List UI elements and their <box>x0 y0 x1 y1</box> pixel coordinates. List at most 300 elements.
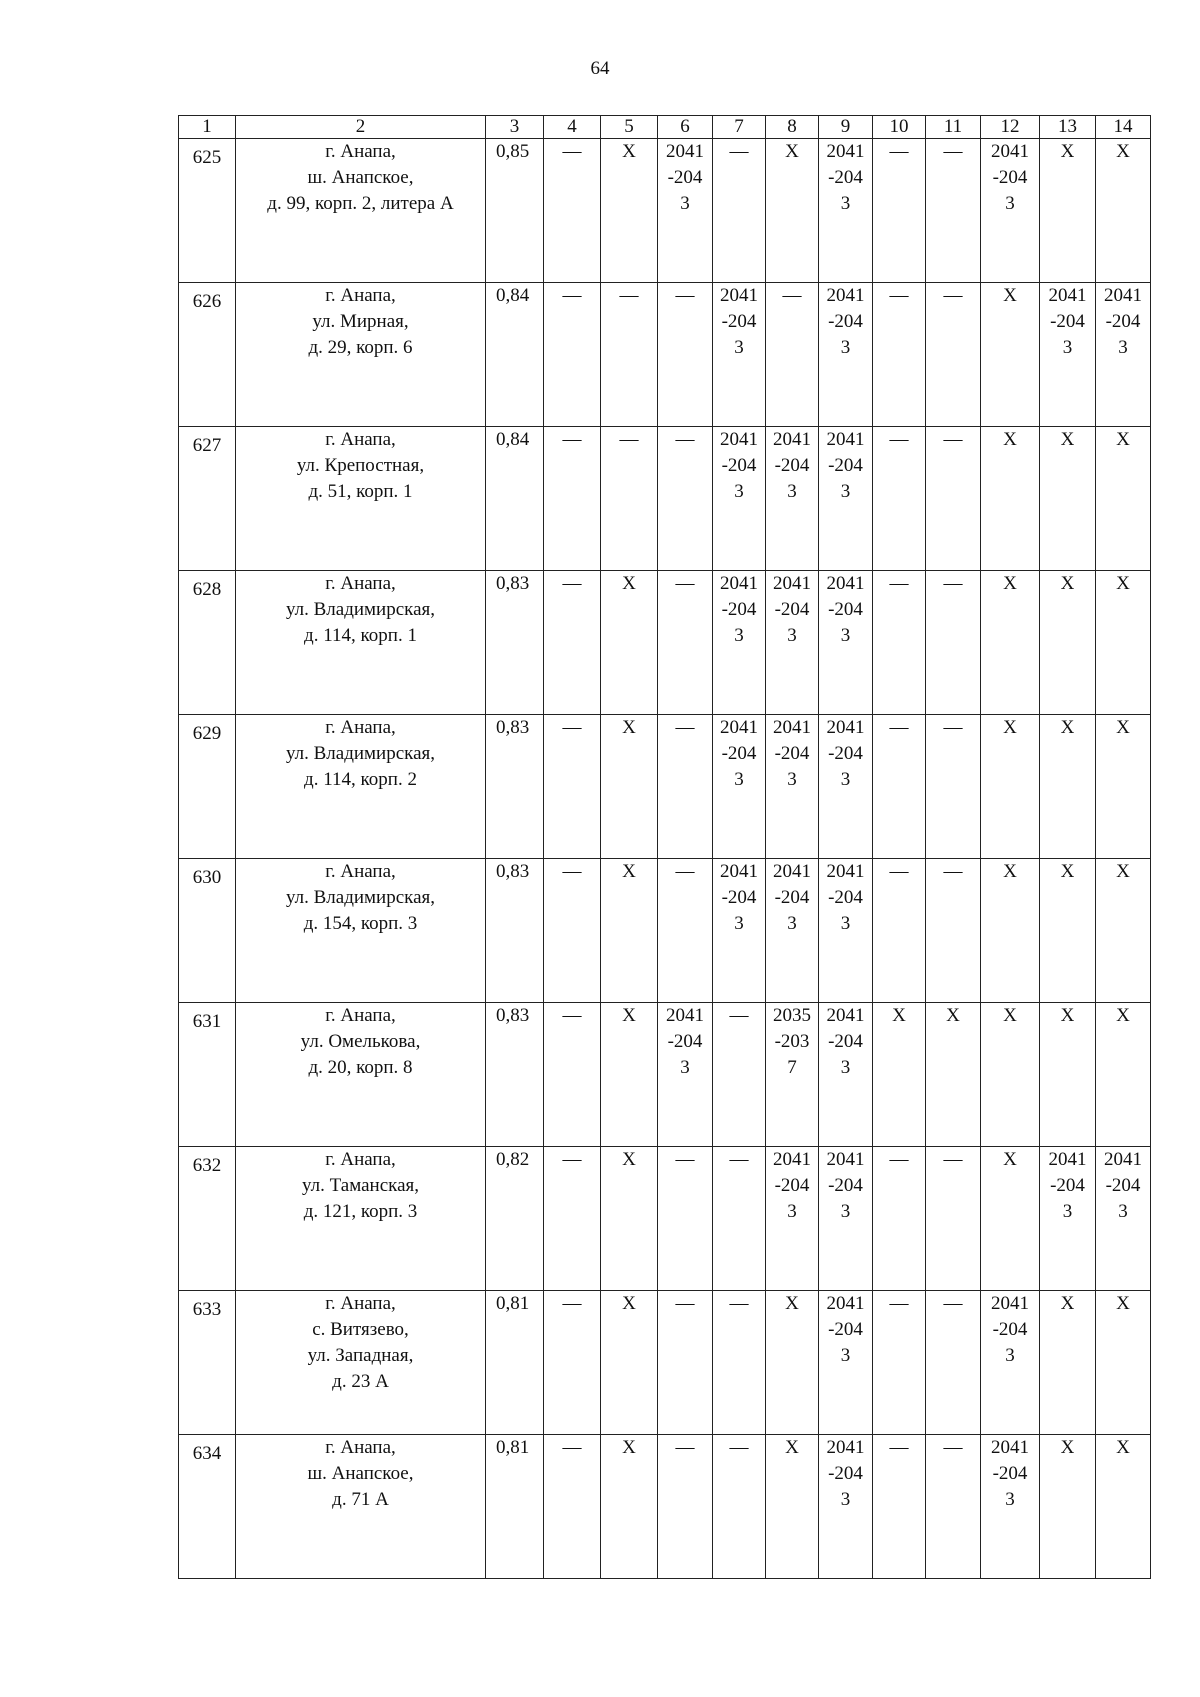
x-mark: Х <box>1003 1149 1017 1170</box>
value-cell-col-14 <box>1096 1147 1151 1291</box>
address-cell <box>236 427 486 571</box>
page-number: 64 <box>590 58 610 79</box>
year-range: 2041-2043 <box>666 141 704 214</box>
row-number-cell <box>179 283 236 427</box>
year-range: 2041-2043 <box>1048 1149 1087 1222</box>
dash-mark: — <box>889 1293 909 1314</box>
value-cell-col-10 <box>873 283 926 427</box>
row-number: 631 <box>192 1011 222 1032</box>
year-range: 2041-2043 <box>773 717 811 790</box>
value-text: 0,83 <box>496 717 530 738</box>
value-cell-col-5 <box>601 1147 658 1291</box>
x-mark: Х <box>1003 717 1017 738</box>
year-range: 2041-2043 <box>826 141 865 214</box>
address-line: г. Анапа, <box>325 429 396 450</box>
dash-mark: — <box>729 1293 749 1314</box>
dash-mark: — <box>889 573 909 594</box>
x-mark: Х <box>622 1293 636 1314</box>
dash-mark: — <box>889 1437 909 1458</box>
value-cell-col-14 <box>1096 1291 1151 1435</box>
row-number: 626 <box>192 291 222 312</box>
dash-mark: — <box>729 1149 749 1170</box>
row-number-cell <box>179 715 236 859</box>
x-mark: Х <box>1116 1005 1130 1026</box>
value-cell-col-5 <box>601 427 658 571</box>
value-cell-col-5 <box>601 1003 658 1147</box>
address-line: ул. Владимирская, <box>285 599 436 620</box>
value-cell-col-11 <box>926 859 981 1003</box>
x-mark: Х <box>1116 429 1130 450</box>
dash-mark: — <box>562 573 582 594</box>
column-header-7: 7 <box>713 116 766 139</box>
value-cell-col-13 <box>1040 139 1096 283</box>
x-mark: Х <box>1060 1437 1075 1458</box>
value-cell-col-13 <box>1040 283 1096 427</box>
row-number: 629 <box>192 723 222 744</box>
address-line: д. 20, корп. 8 <box>308 1057 413 1078</box>
value-cell-col-8 <box>766 1147 819 1291</box>
dash-mark: — <box>943 429 963 450</box>
value-cell-col-14 <box>1096 571 1151 715</box>
value-cell-col-11 <box>926 427 981 571</box>
value-cell-col-9 <box>819 715 873 859</box>
year-range: 2041-2043 <box>773 429 811 502</box>
value-cell-col-13 <box>1040 427 1096 571</box>
value-cell-col-12 <box>981 1435 1040 1579</box>
row-number-cell <box>179 1003 236 1147</box>
value-cell-col-8 <box>766 1291 819 1435</box>
value-cell-col-5 <box>601 1291 658 1435</box>
value-cell-col-8 <box>766 139 819 283</box>
dash-mark: — <box>729 1005 749 1026</box>
value-cell-col-11 <box>926 1435 981 1579</box>
value-cell-col-8 <box>766 1435 819 1579</box>
value-cell-col-13 <box>1040 1291 1096 1435</box>
value-cell-col-6 <box>658 715 713 859</box>
value-cell-col-9 <box>819 1147 873 1291</box>
address-line: д. 29, корп. 6 <box>308 337 413 358</box>
address-line: ш. Анапское, <box>307 1463 414 1484</box>
address-cell <box>236 283 486 427</box>
value-cell-col-14 <box>1096 1003 1151 1147</box>
value-cell-col-6 <box>658 571 713 715</box>
value-cell-col-6 <box>658 859 713 1003</box>
value-cell-col-13 <box>1040 715 1096 859</box>
address-line: ул. Западная, <box>307 1345 414 1366</box>
value-cell-col-3 <box>486 1291 544 1435</box>
value-cell-col-13 <box>1040 1147 1096 1291</box>
value-text: 0,81 <box>496 1293 530 1314</box>
row-number-cell <box>179 1147 236 1291</box>
value-cell-col-12 <box>981 1147 1040 1291</box>
value-cell-col-14 <box>1096 1435 1151 1579</box>
value-cell-col-12 <box>981 1291 1040 1435</box>
x-mark: Х <box>622 717 636 738</box>
table-row <box>179 1003 1151 1147</box>
value-cell-col-7 <box>713 283 766 427</box>
year-range: 2041-2043 <box>1104 285 1142 358</box>
value-cell-col-12 <box>981 859 1040 1003</box>
x-mark: Х <box>946 1005 960 1026</box>
column-header-9: 9 <box>819 116 873 139</box>
dash-mark: — <box>729 1437 749 1458</box>
value-cell-col-14 <box>1096 715 1151 859</box>
year-range: 2041-2043 <box>826 285 865 358</box>
year-range: 2041-2043 <box>720 285 758 358</box>
x-mark: Х <box>1060 141 1075 162</box>
value-cell-col-10 <box>873 1435 926 1579</box>
dash-mark: — <box>562 1437 582 1458</box>
value-cell-col-13 <box>1040 859 1096 1003</box>
value-cell-col-10 <box>873 427 926 571</box>
dash-mark: — <box>675 1437 695 1458</box>
x-mark: Х <box>1060 1005 1075 1026</box>
header-row <box>179 116 1151 139</box>
x-mark: Х <box>892 1005 906 1026</box>
dash-mark: — <box>675 429 695 450</box>
value-cell-col-11 <box>926 283 981 427</box>
x-mark: Х <box>1116 717 1130 738</box>
dash-mark: — <box>675 717 695 738</box>
column-header-8: 8 <box>766 116 819 139</box>
value-cell-col-6 <box>658 139 713 283</box>
row-number: 630 <box>192 867 222 888</box>
value-cell-col-14 <box>1096 859 1151 1003</box>
value-cell-col-10 <box>873 1291 926 1435</box>
column-header-1: 1 <box>179 116 236 139</box>
dash-mark: — <box>889 861 909 882</box>
x-mark: Х <box>785 141 799 162</box>
value-text: 0,85 <box>496 141 530 162</box>
value-cell-col-4 <box>544 1435 601 1579</box>
year-range: 2041-2043 <box>826 1293 865 1366</box>
value-cell-col-5 <box>601 571 658 715</box>
dash-mark: — <box>943 1293 963 1314</box>
x-mark: Х <box>1116 573 1130 594</box>
dash-mark: — <box>729 141 749 162</box>
address-line: г. Анапа, <box>325 1149 396 1170</box>
dash-mark: — <box>943 285 963 306</box>
column-header-6: 6 <box>658 116 713 139</box>
value-cell-col-3 <box>486 1435 544 1579</box>
value-cell-col-12 <box>981 1003 1040 1147</box>
dash-mark: — <box>889 285 909 306</box>
value-cell-col-8 <box>766 1003 819 1147</box>
year-range: 2041-2043 <box>826 573 865 646</box>
dash-mark: — <box>562 717 582 738</box>
value-text: 0,83 <box>496 861 530 882</box>
value-cell-col-7 <box>713 1435 766 1579</box>
value-cell-col-5 <box>601 1435 658 1579</box>
row-number: 625 <box>192 147 222 168</box>
value-cell-col-8 <box>766 283 819 427</box>
address-line: д. 154, корп. 3 <box>303 913 418 934</box>
x-mark: Х <box>1003 429 1017 450</box>
year-range: 2041-2043 <box>720 861 758 934</box>
value-cell-col-10 <box>873 139 926 283</box>
dash-mark: — <box>943 1149 963 1170</box>
address-line: ул. Омелькова, <box>300 1031 421 1052</box>
dash-mark: — <box>562 429 582 450</box>
x-mark: Х <box>1003 285 1017 306</box>
value-cell-col-14 <box>1096 427 1151 571</box>
value-cell-col-3 <box>486 571 544 715</box>
row-number-cell <box>179 427 236 571</box>
year-range: 2041-2043 <box>826 1005 865 1078</box>
dash-mark: — <box>889 717 909 738</box>
dash-mark: — <box>562 1005 582 1026</box>
value-cell-col-6 <box>658 1435 713 1579</box>
year-range: 2041-2043 <box>773 861 811 934</box>
address-line: ул. Мирная, <box>312 311 409 332</box>
dash-mark: — <box>675 573 695 594</box>
x-mark: Х <box>1003 573 1017 594</box>
dash-mark: — <box>619 285 639 306</box>
address-line: ул. Владимирская, <box>285 887 436 908</box>
value-cell-col-12 <box>981 571 1040 715</box>
address-line: д. 99, корп. 2, литера А <box>267 193 454 214</box>
address-line: г. Анапа, <box>325 573 396 594</box>
year-range: 2041-2043 <box>1048 285 1087 358</box>
value-cell-col-7 <box>713 571 766 715</box>
row-number: 634 <box>192 1443 222 1464</box>
table-body <box>179 139 1151 1579</box>
year-range: 2041-2043 <box>991 1293 1029 1366</box>
address-cell <box>236 1147 486 1291</box>
value-cell-col-10 <box>873 715 926 859</box>
table-row <box>179 859 1151 1003</box>
address-line: д. 114, корп. 2 <box>304 769 417 790</box>
table-row <box>179 571 1151 715</box>
dash-mark: — <box>562 1149 582 1170</box>
value-text: 0,82 <box>496 1149 530 1170</box>
row-number: 627 <box>192 435 222 456</box>
value-text: 0,84 <box>496 285 530 306</box>
address-line: ул. Крепостная, <box>296 455 425 476</box>
dash-mark: — <box>943 1437 963 1458</box>
column-header-4: 4 <box>544 116 601 139</box>
value-cell-col-13 <box>1040 571 1096 715</box>
year-range: 2041-2043 <box>826 861 865 934</box>
year-range: 2035-2037 <box>773 1005 811 1078</box>
dash-mark: — <box>889 1149 909 1170</box>
column-header-10: 10 <box>873 116 926 139</box>
value-cell-col-6 <box>658 427 713 571</box>
value-cell-col-6 <box>658 1147 713 1291</box>
x-mark: Х <box>622 1149 636 1170</box>
row-number: 628 <box>192 579 222 600</box>
value-cell-col-3 <box>486 1147 544 1291</box>
value-cell-col-11 <box>926 1003 981 1147</box>
address-cell <box>236 139 486 283</box>
value-cell-col-12 <box>981 283 1040 427</box>
x-mark: Х <box>785 1437 799 1458</box>
year-range: 2041-2043 <box>826 1149 865 1222</box>
address-line: г. Анапа, <box>325 1437 396 1458</box>
column-header-11: 11 <box>926 116 981 139</box>
value-cell-col-5 <box>601 139 658 283</box>
value-cell-col-11 <box>926 571 981 715</box>
value-cell-col-8 <box>766 859 819 1003</box>
address-line: д. 23 А <box>332 1371 389 1392</box>
value-cell-col-14 <box>1096 139 1151 283</box>
column-header-5: 5 <box>601 116 658 139</box>
dash-mark: — <box>619 429 639 450</box>
value-cell-col-4 <box>544 283 601 427</box>
row-number-cell <box>179 571 236 715</box>
year-range: 2041-2043 <box>773 573 811 646</box>
value-cell-col-3 <box>486 1003 544 1147</box>
dash-mark: — <box>562 861 582 882</box>
year-range: 2041-2043 <box>720 573 758 646</box>
x-mark: Х <box>1003 1005 1017 1026</box>
year-range: 2041-2043 <box>991 141 1029 214</box>
dash-mark: — <box>562 141 582 162</box>
value-cell-col-11 <box>926 139 981 283</box>
value-cell-col-7 <box>713 1003 766 1147</box>
dash-mark: — <box>943 141 963 162</box>
dash-mark: — <box>675 1149 695 1170</box>
table-row <box>179 139 1151 283</box>
address-cell <box>236 859 486 1003</box>
year-range: 2041-2043 <box>1104 1149 1142 1222</box>
address-line: г. Анапа, <box>325 1005 396 1026</box>
year-range: 2041-2043 <box>720 717 758 790</box>
x-mark: Х <box>1116 861 1130 882</box>
registry-table <box>178 115 1151 1579</box>
value-cell-col-11 <box>926 1291 981 1435</box>
table-row <box>179 427 1151 571</box>
x-mark: Х <box>1060 1293 1075 1314</box>
value-cell-col-7 <box>713 1291 766 1435</box>
value-cell-col-6 <box>658 1003 713 1147</box>
address-cell <box>236 715 486 859</box>
value-cell-col-4 <box>544 859 601 1003</box>
value-cell-col-9 <box>819 859 873 1003</box>
value-text: 0,83 <box>496 1005 530 1026</box>
address-cell <box>236 1003 486 1147</box>
value-cell-col-3 <box>486 715 544 859</box>
value-cell-col-14 <box>1096 283 1151 427</box>
x-mark: Х <box>622 1437 636 1458</box>
x-mark: Х <box>1060 861 1075 882</box>
row-number-cell <box>179 859 236 1003</box>
row-number-cell <box>179 139 236 283</box>
x-mark: Х <box>1060 429 1075 450</box>
value-cell-col-11 <box>926 1147 981 1291</box>
address-line: д. 71 А <box>332 1489 389 1510</box>
value-cell-col-4 <box>544 1003 601 1147</box>
dash-mark: — <box>562 1293 582 1314</box>
address-line: г. Анапа, <box>325 717 396 738</box>
value-cell-col-4 <box>544 1291 601 1435</box>
table-row <box>179 715 1151 859</box>
x-mark: Х <box>1116 1437 1130 1458</box>
value-cell-col-9 <box>819 1291 873 1435</box>
value-cell-col-9 <box>819 571 873 715</box>
address-line: ул. Владимирская, <box>285 743 436 764</box>
address-line: с. Витязево, <box>312 1319 409 1340</box>
value-cell-col-5 <box>601 859 658 1003</box>
dash-mark: — <box>782 285 802 306</box>
value-cell-col-9 <box>819 139 873 283</box>
value-cell-col-7 <box>713 427 766 571</box>
address-line: д. 51, корп. 1 <box>308 481 413 502</box>
x-mark: Х <box>622 861 636 882</box>
value-cell-col-3 <box>486 139 544 283</box>
row-number-cell <box>179 1435 236 1579</box>
value-cell-col-10 <box>873 859 926 1003</box>
address-cell <box>236 571 486 715</box>
column-header-14: 14 <box>1096 116 1151 139</box>
address-line: г. Анапа, <box>325 861 396 882</box>
value-text: 0,81 <box>496 1437 530 1458</box>
column-header-3: 3 <box>486 116 544 139</box>
value-cell-col-9 <box>819 283 873 427</box>
dash-mark: — <box>675 285 695 306</box>
dash-mark: — <box>562 285 582 306</box>
value-cell-col-4 <box>544 427 601 571</box>
value-cell-col-12 <box>981 427 1040 571</box>
value-cell-col-3 <box>486 427 544 571</box>
value-cell-col-7 <box>713 1147 766 1291</box>
table-row <box>179 1147 1151 1291</box>
row-number-cell <box>179 1291 236 1435</box>
value-cell-col-3 <box>486 283 544 427</box>
value-cell-col-9 <box>819 1003 873 1147</box>
address-line: ш. Анапское, <box>307 167 414 188</box>
value-cell-col-8 <box>766 571 819 715</box>
address-line: д. 121, корп. 3 <box>303 1201 418 1222</box>
value-cell-col-8 <box>766 427 819 571</box>
dash-mark: — <box>889 429 909 450</box>
address-cell <box>236 1291 486 1435</box>
table-row <box>179 1291 1151 1435</box>
year-range: 2041-2043 <box>826 717 865 790</box>
value-cell-col-4 <box>544 571 601 715</box>
value-cell-col-4 <box>544 139 601 283</box>
value-cell-col-12 <box>981 139 1040 283</box>
value-cell-col-11 <box>926 715 981 859</box>
year-range: 2041-2043 <box>991 1437 1029 1510</box>
value-cell-col-4 <box>544 1147 601 1291</box>
value-cell-col-10 <box>873 1147 926 1291</box>
x-mark: Х <box>622 141 636 162</box>
value-cell-col-5 <box>601 283 658 427</box>
year-range: 2041-2043 <box>826 1437 865 1510</box>
value-cell-col-13 <box>1040 1003 1096 1147</box>
dash-mark: — <box>943 573 963 594</box>
table-row <box>179 283 1151 427</box>
row-number: 633 <box>192 1299 222 1320</box>
dash-mark: — <box>675 861 695 882</box>
column-header-2: 2 <box>236 116 486 139</box>
address-line: ул. Таманская, <box>301 1175 419 1196</box>
address-line: д. 114, корп. 1 <box>304 625 417 646</box>
value-text: 0,84 <box>496 429 530 450</box>
dash-mark: — <box>889 141 909 162</box>
x-mark: Х <box>622 573 636 594</box>
value-cell-col-7 <box>713 715 766 859</box>
value-cell-col-6 <box>658 283 713 427</box>
year-range: 2041-2043 <box>666 1005 704 1078</box>
value-cell-col-10 <box>873 1003 926 1147</box>
value-cell-col-13 <box>1040 1435 1096 1579</box>
x-mark: Х <box>1003 861 1017 882</box>
address-line: г. Анапа, <box>325 141 396 162</box>
value-cell-col-3 <box>486 859 544 1003</box>
x-mark: Х <box>1060 573 1075 594</box>
